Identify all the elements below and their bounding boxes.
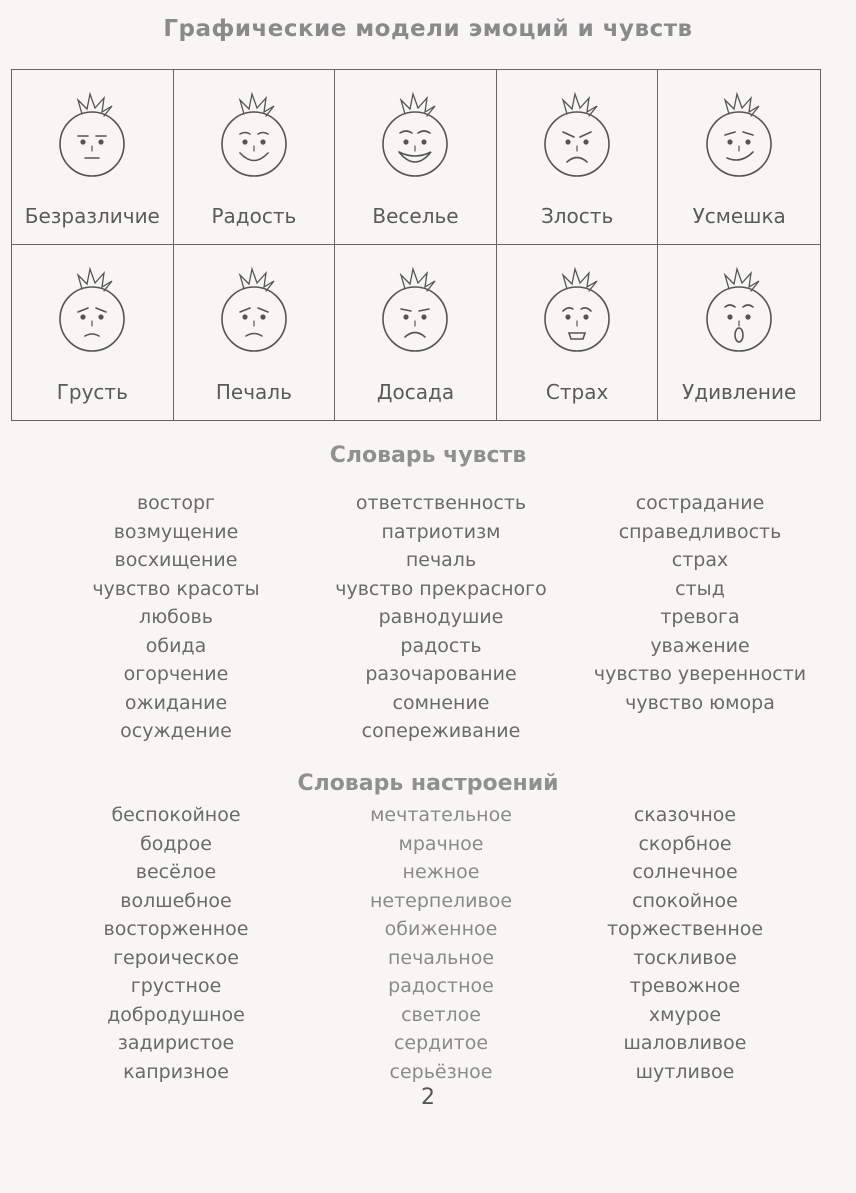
emotion-cell bbox=[497, 245, 659, 420]
word-item: нежное bbox=[402, 861, 480, 883]
emotion-label: Злость bbox=[540, 204, 614, 228]
word-item: тревога bbox=[660, 606, 740, 628]
emotion-label: Радость bbox=[211, 204, 297, 228]
word-item: чувство уверенности bbox=[593, 663, 807, 685]
word-item: грустное bbox=[130, 975, 222, 997]
word-item: возмущение bbox=[113, 520, 239, 543]
word-item: чувство прекрасного bbox=[335, 577, 547, 600]
word-item: сомнение bbox=[392, 691, 490, 714]
word-item: задиристое bbox=[117, 1032, 235, 1054]
emotion-label: Досада bbox=[376, 380, 455, 404]
word-item: ответственность bbox=[355, 492, 527, 514]
page-number: 2 bbox=[421, 1085, 435, 1110]
word-item: восторженное bbox=[103, 918, 249, 940]
word-item: любовь bbox=[139, 606, 213, 628]
word-item: радость bbox=[400, 634, 482, 657]
emotion-cell bbox=[497, 70, 659, 245]
emotion-cell bbox=[174, 70, 336, 245]
word-item: мрачное bbox=[398, 832, 484, 855]
word-item: печальное bbox=[387, 946, 495, 969]
emotion-cell bbox=[658, 245, 820, 420]
feelings-column-3 bbox=[575, 489, 825, 717]
word-item: разочарование bbox=[365, 663, 517, 685]
emotion-label: Грусть bbox=[56, 380, 128, 404]
word-item: чувство красоты bbox=[92, 577, 260, 600]
emotion-label: Веселье bbox=[372, 204, 459, 228]
emotion-cell bbox=[12, 245, 174, 420]
word-item: мечтательное bbox=[370, 804, 512, 826]
word-item: справедливость bbox=[618, 520, 782, 543]
word-item: обиженное bbox=[384, 918, 498, 940]
word-item: скорбное bbox=[638, 832, 732, 855]
word-item: печаль bbox=[405, 549, 477, 571]
word-item: равнодушие bbox=[378, 606, 504, 628]
word-item: шутливое bbox=[635, 1060, 735, 1083]
word-item: уважение bbox=[650, 634, 750, 657]
emotions-grid bbox=[11, 69, 821, 421]
word-item: восхищение bbox=[114, 549, 238, 571]
feelings-column-1 bbox=[60, 489, 292, 746]
emotion-label: Усмешка bbox=[692, 204, 786, 228]
emotion-label: Безразличие bbox=[24, 204, 160, 228]
word-item: нетерпеливое bbox=[369, 889, 513, 912]
word-item: чувство юмора bbox=[625, 691, 775, 714]
emotion-cell bbox=[658, 70, 820, 245]
word-item: огорчение bbox=[123, 663, 229, 685]
feelings-title: Словарь чувств bbox=[329, 443, 527, 468]
emotion-cell bbox=[335, 245, 497, 420]
word-item: сердитое bbox=[393, 1032, 489, 1054]
word-item: солнечное bbox=[632, 861, 738, 883]
emotion-label: Печаль bbox=[215, 380, 292, 404]
word-item: добродушное bbox=[107, 1003, 245, 1026]
word-item: шаловливое bbox=[623, 1032, 747, 1054]
word-item: торжественное bbox=[606, 918, 764, 940]
word-item: светлое bbox=[401, 1003, 481, 1026]
word-item: ожидание bbox=[124, 691, 228, 714]
word-item: серьёзное bbox=[389, 1060, 493, 1083]
word-item: сказочное bbox=[633, 804, 737, 826]
word-item: весёлое bbox=[135, 861, 217, 883]
word-item: стыд bbox=[675, 577, 725, 600]
moods-column-2 bbox=[330, 801, 552, 1086]
word-item: спокойное bbox=[632, 889, 738, 912]
moods-title: Словарь настроений bbox=[297, 771, 559, 796]
emotion-label: Страх bbox=[545, 380, 609, 404]
word-item: бодрое bbox=[140, 832, 212, 855]
page-title: Графические модели эмоций и чувств bbox=[163, 16, 693, 42]
word-item: страх bbox=[671, 549, 729, 571]
word-item: сострадание bbox=[635, 492, 765, 514]
word-item: волшебное bbox=[120, 889, 232, 912]
emotion-cell bbox=[335, 70, 497, 245]
word-item: сопереживание bbox=[361, 720, 521, 742]
word-item: беспокойное bbox=[111, 804, 241, 826]
word-item: героическое bbox=[113, 946, 239, 969]
word-item: тревожное bbox=[629, 975, 741, 997]
word-item: тоскливое bbox=[633, 946, 737, 969]
word-item: осуждение bbox=[120, 720, 232, 742]
word-item: хмурое bbox=[648, 1003, 722, 1026]
feelings-column-2 bbox=[320, 489, 562, 746]
word-item: радостное bbox=[388, 975, 494, 997]
word-item: обида bbox=[145, 634, 207, 657]
moods-column-1 bbox=[60, 801, 292, 1086]
emotion-label: Удивление bbox=[682, 380, 797, 404]
emotion-cell bbox=[12, 70, 174, 245]
word-item: капризное bbox=[123, 1060, 229, 1083]
word-item: патриотизм bbox=[381, 520, 501, 543]
moods-column-3 bbox=[560, 801, 810, 1086]
emotion-cell bbox=[174, 245, 336, 420]
word-item: восторг bbox=[136, 492, 215, 514]
